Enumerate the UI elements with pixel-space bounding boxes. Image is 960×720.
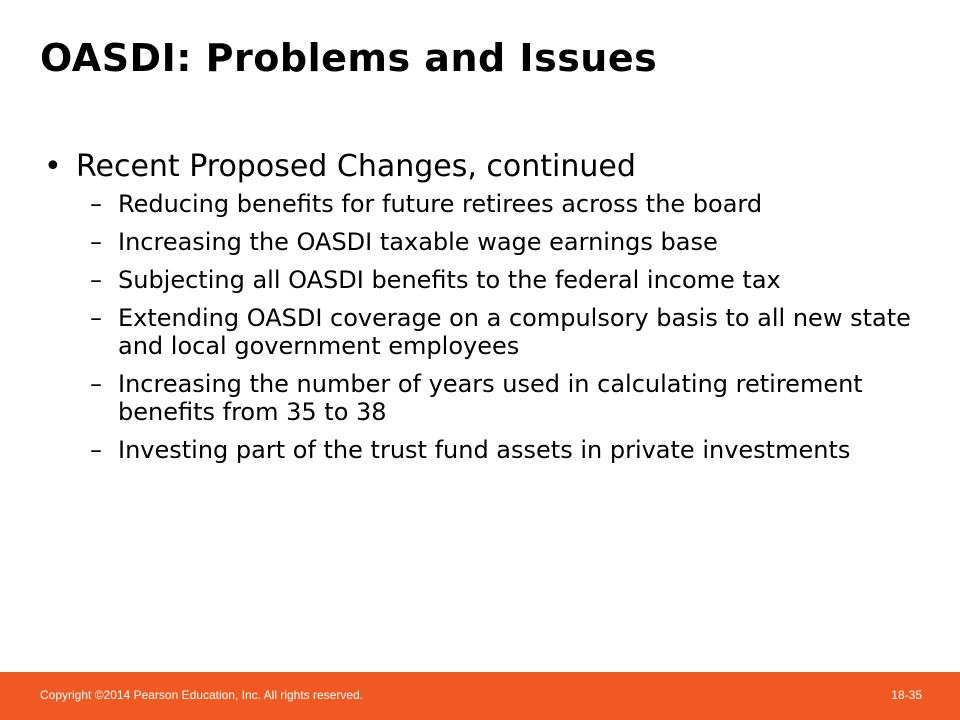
sub-bullet-item (90, 266, 924, 294)
sub-bullet-text: Extending OASDI coverage on a compulsory basis to all new state and local government employees (118, 304, 911, 360)
slide-content (44, 150, 924, 474)
slide-title: OASDI: Problems and Issues (40, 36, 658, 80)
copyright-notice: Copyright ©2014 Pearson Education, Inc. All rights reserved. (40, 688, 364, 702)
bullet-item (44, 150, 924, 184)
sub-bullet-text: Reducing benefits for future retirees across the board (118, 190, 763, 218)
sub-bullet-text: Subjecting all OASDI benefits to the federal income tax (118, 266, 781, 294)
slide-number: 18-35 (891, 688, 922, 702)
sub-bullet-item (90, 436, 924, 464)
dash-marker: – (90, 304, 102, 332)
sub-bullet-text: Increasing the number of years used in calculating retirement benefits from 35 to 38 (118, 370, 863, 426)
sub-bullet-list (44, 190, 924, 464)
dash-marker: – (90, 228, 102, 256)
dash-marker: – (90, 436, 102, 464)
sub-bullet-item (90, 370, 924, 426)
dash-marker: – (90, 370, 102, 398)
sub-bullet-text: Investing part of the trust fund assets in private investments (118, 436, 851, 464)
dash-marker: – (90, 266, 102, 294)
bullet-text: Recent Proposed Changes, continued (76, 149, 636, 184)
bullet-marker: • (44, 149, 62, 184)
sub-bullet-text: Increasing the OASDI taxable wage earnings base (118, 228, 718, 256)
sub-bullet-item (90, 190, 924, 218)
footer-bar (0, 672, 960, 720)
sub-bullet-item (90, 304, 924, 360)
sub-bullet-item (90, 228, 924, 256)
dash-marker: – (90, 190, 102, 218)
